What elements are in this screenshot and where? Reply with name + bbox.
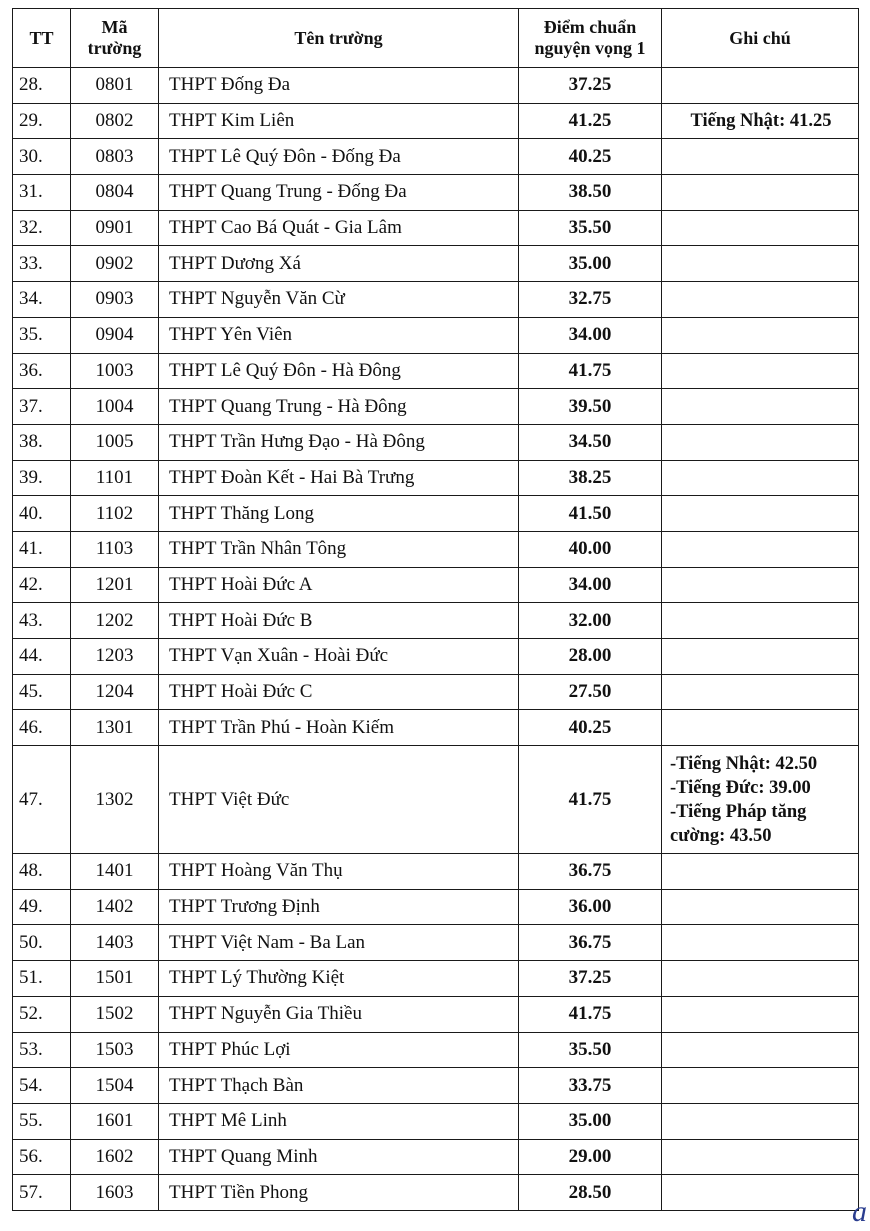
cell-ten-truong: THPT Hoàng Văn Thụ [159,854,519,890]
table-row [13,925,859,961]
table-row [13,139,859,175]
cell-diem-chuan: 38.25 [519,460,662,496]
cell-diem-chuan: 35.00 [519,246,662,282]
header-diem-chuan: Điểm chuẩn nguyện vọng 1 [519,9,662,68]
cell-diem-chuan: 36.00 [519,889,662,925]
cell-tt: 47. [13,746,71,854]
cell-ghi-chu [662,996,859,1032]
cell-diem-chuan: 38.50 [519,175,662,211]
table-row [13,854,859,890]
cell-ghi-chu [662,389,859,425]
cell-diem-chuan: 32.75 [519,282,662,318]
cell-ten-truong: THPT Yên Viên [159,317,519,353]
cell-ten-truong: THPT Quang Trung - Đống Đa [159,175,519,211]
cell-tt: 30. [13,139,71,175]
table-row [13,210,859,246]
cell-ma-truong: 0804 [71,175,159,211]
cell-diem-chuan: 41.75 [519,353,662,389]
cell-tt: 40. [13,496,71,532]
cell-ten-truong: THPT Tiền Phong [159,1175,519,1211]
table-row [13,639,859,675]
table-row [13,603,859,639]
cell-ten-truong: THPT Phúc Lợi [159,1032,519,1068]
cell-ma-truong: 1204 [71,674,159,710]
cell-ten-truong: THPT Đống Đa [159,68,519,104]
cell-ten-truong: THPT Trần Nhân Tông [159,531,519,567]
cell-ghi-chu [662,282,859,318]
cell-ma-truong: 1202 [71,603,159,639]
table-row [13,674,859,710]
table-row [13,1068,859,1104]
cell-tt: 46. [13,710,71,746]
score-table-page [12,8,858,1211]
pen-mark: a [852,1195,867,1228]
cell-tt: 32. [13,210,71,246]
cell-tt: 45. [13,674,71,710]
cell-tt: 29. [13,103,71,139]
cell-diem-chuan: 40.25 [519,710,662,746]
cell-tt: 54. [13,1068,71,1104]
header-ma-truong: Mã trường [71,9,159,68]
cell-tt: 49. [13,889,71,925]
cell-ma-truong: 1504 [71,1068,159,1104]
cell-ten-truong: THPT Trần Phú - Hoàn Kiếm [159,710,519,746]
cell-ma-truong: 1502 [71,996,159,1032]
cell-ghi-chu [662,1068,859,1104]
cell-ma-truong: 1503 [71,1032,159,1068]
table-row [13,246,859,282]
cell-tt: 48. [13,854,71,890]
cell-tt: 35. [13,317,71,353]
table-row [13,424,859,460]
cell-ghi-chu [662,175,859,211]
table-row [13,282,859,318]
cell-ghi-chu [662,1175,859,1211]
cell-ten-truong: THPT Lê Quý Đôn - Đống Đa [159,139,519,175]
cell-diem-chuan: 40.00 [519,531,662,567]
cell-ghi-chu [662,674,859,710]
cell-ma-truong: 0903 [71,282,159,318]
table-row [13,68,859,104]
cell-diem-chuan: 32.00 [519,603,662,639]
cell-ten-truong: THPT Hoài Đức B [159,603,519,639]
cell-ghi-chu [662,1032,859,1068]
cell-diem-chuan: 36.75 [519,925,662,961]
table-row [13,353,859,389]
table-body [13,68,859,1211]
cell-diem-chuan: 41.75 [519,996,662,1032]
cell-ma-truong: 1004 [71,389,159,425]
cell-ghi-chu [662,496,859,532]
table-row [13,175,859,211]
cell-diem-chuan: 28.00 [519,639,662,675]
cell-ghi-chu [662,210,859,246]
cell-ghi-chu [662,746,859,854]
cell-ma-truong: 0803 [71,139,159,175]
table-row [13,460,859,496]
header-row [13,9,859,68]
cell-ma-truong: 1101 [71,460,159,496]
cell-ten-truong: THPT Cao Bá Quát - Gia Lâm [159,210,519,246]
note-line: -Tiếng Đức: 39.00 [670,777,811,798]
cell-ghi-chu [662,925,859,961]
cell-ten-truong: THPT Vạn Xuân - Hoài Đức [159,639,519,675]
cell-diem-chuan: 36.75 [519,854,662,890]
cell-ghi-chu [662,317,859,353]
cell-tt: 53. [13,1032,71,1068]
cell-tt: 31. [13,175,71,211]
cell-diem-chuan: 41.50 [519,496,662,532]
cell-diem-chuan: 37.25 [519,961,662,997]
cell-diem-chuan: 39.50 [519,389,662,425]
cell-ten-truong: THPT Lê Quý Đôn - Hà Đông [159,353,519,389]
cell-ten-truong: THPT Thăng Long [159,496,519,532]
header-ghi-chu: Ghi chú [662,9,859,68]
cell-ten-truong: THPT Hoài Đức A [159,567,519,603]
table-row [13,710,859,746]
cell-ten-truong: THPT Mê Linh [159,1103,519,1139]
cell-ghi-chu [662,353,859,389]
cell-ghi-chu [662,424,859,460]
cell-tt: 41. [13,531,71,567]
note-line: -Tiếng Nhật: 42.50 [670,753,818,774]
cell-tt: 36. [13,353,71,389]
table-row [13,1139,859,1175]
cell-ten-truong: THPT Nguyễn Văn Cừ [159,282,519,318]
cell-ghi-chu [662,1103,859,1139]
cell-diem-chuan: 41.25 [519,103,662,139]
cell-ma-truong: 0801 [71,68,159,104]
cell-ten-truong: THPT Kim Liên [159,103,519,139]
table-row [13,103,859,139]
cell-ma-truong: 1005 [71,424,159,460]
cell-ten-truong: THPT Dương Xá [159,246,519,282]
cell-tt: 51. [13,961,71,997]
cell-ten-truong: THPT Hoài Đức C [159,674,519,710]
cell-ghi-chu [662,460,859,496]
cell-ghi-chu [662,889,859,925]
cell-tt: 37. [13,389,71,425]
cell-ma-truong: 1601 [71,1103,159,1139]
cell-ma-truong: 1401 [71,854,159,890]
cell-diem-chuan: 40.25 [519,139,662,175]
cell-ten-truong: THPT Việt Đức [159,746,519,854]
table-row [13,996,859,1032]
cell-ma-truong: 1103 [71,531,159,567]
cell-ten-truong: THPT Đoàn Kết - Hai Bà Trưng [159,460,519,496]
note-line: -Tiếng Pháp tăng cường: 43.50 [670,801,807,846]
table-row [13,1175,859,1211]
cell-ma-truong: 1602 [71,1139,159,1175]
cell-diem-chuan: 27.50 [519,674,662,710]
cell-ma-truong: 0904 [71,317,159,353]
cell-diem-chuan: 41.75 [519,746,662,854]
header-tt: TT [13,9,71,68]
cell-ma-truong: 1102 [71,496,159,532]
cell-tt: 28. [13,68,71,104]
cell-ghi-chu [662,139,859,175]
header-ten-truong: Tên trường [159,9,519,68]
cell-ten-truong: THPT Việt Nam - Ba Lan [159,925,519,961]
cell-ten-truong: THPT Quang Trung - Hà Đông [159,389,519,425]
cell-ghi-chu [662,1139,859,1175]
cell-diem-chuan: 34.00 [519,317,662,353]
cell-tt: 50. [13,925,71,961]
cell-ten-truong: THPT Nguyễn Gia Thiều [159,996,519,1032]
cell-ghi-chu [662,639,859,675]
cell-diem-chuan: 34.50 [519,424,662,460]
table-row [13,567,859,603]
cell-ghi-chu [662,710,859,746]
cell-diem-chuan: 35.00 [519,1103,662,1139]
table-row [13,889,859,925]
cell-diem-chuan: 29.00 [519,1139,662,1175]
cell-tt: 33. [13,246,71,282]
cell-diem-chuan: 33.75 [519,1068,662,1104]
table-row [13,496,859,532]
cell-ten-truong: THPT Trương Định [159,889,519,925]
cell-tt: 39. [13,460,71,496]
cell-tt: 38. [13,424,71,460]
cell-ghi-chu: Tiếng Nhật: 41.25 [662,103,859,139]
cell-ghi-chu [662,68,859,104]
admission-score-table [12,8,859,1211]
table-row [13,1032,859,1068]
cell-ma-truong: 1201 [71,567,159,603]
cell-diem-chuan: 37.25 [519,68,662,104]
cell-ghi-chu [662,567,859,603]
cell-ghi-chu [662,246,859,282]
cell-ma-truong: 1301 [71,710,159,746]
cell-ma-truong: 1003 [71,353,159,389]
cell-ma-truong: 1403 [71,925,159,961]
table-row [13,389,859,425]
table-row [13,317,859,353]
cell-tt: 56. [13,1139,71,1175]
cell-ma-truong: 1501 [71,961,159,997]
cell-tt: 44. [13,639,71,675]
cell-ma-truong: 0802 [71,103,159,139]
cell-diem-chuan: 35.50 [519,1032,662,1068]
cell-ghi-chu [662,854,859,890]
cell-ma-truong: 1203 [71,639,159,675]
cell-tt: 52. [13,996,71,1032]
cell-ma-truong: 0901 [71,210,159,246]
cell-tt: 43. [13,603,71,639]
table-header [13,9,859,68]
cell-ma-truong: 0902 [71,246,159,282]
cell-ghi-chu [662,961,859,997]
table-row [13,746,859,854]
cell-tt: 42. [13,567,71,603]
table-row [13,961,859,997]
cell-diem-chuan: 34.00 [519,567,662,603]
cell-ma-truong: 1603 [71,1175,159,1211]
cell-diem-chuan: 28.50 [519,1175,662,1211]
cell-tt: 55. [13,1103,71,1139]
cell-ma-truong: 1302 [71,746,159,854]
cell-tt: 57. [13,1175,71,1211]
cell-diem-chuan: 35.50 [519,210,662,246]
cell-tt: 34. [13,282,71,318]
cell-ma-truong: 1402 [71,889,159,925]
cell-ten-truong: THPT Lý Thường Kiệt [159,961,519,997]
cell-ten-truong: THPT Thạch Bàn [159,1068,519,1104]
table-row [13,531,859,567]
cell-ghi-chu [662,531,859,567]
cell-ghi-chu [662,603,859,639]
table-row [13,1103,859,1139]
cell-ten-truong: THPT Quang Minh [159,1139,519,1175]
cell-ten-truong: THPT Trần Hưng Đạo - Hà Đông [159,424,519,460]
